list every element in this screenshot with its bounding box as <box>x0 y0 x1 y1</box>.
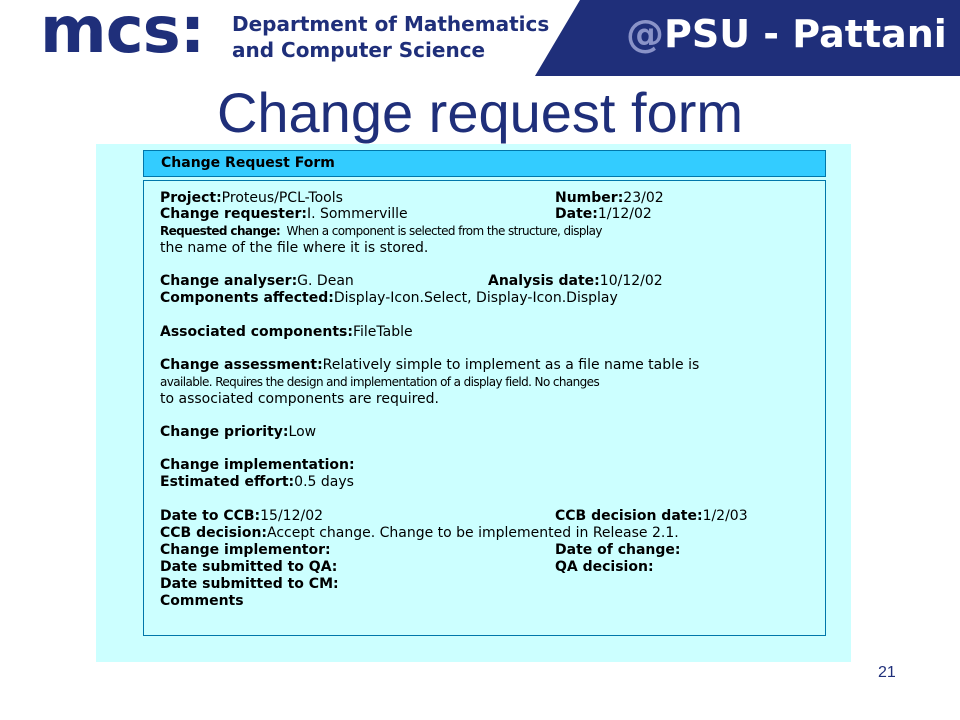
project-value: Proteus/PCL-Tools <box>221 190 343 206</box>
requested-change-row-2: the name of the file where it is stored. <box>160 240 429 256</box>
associated-components-row <box>160 324 413 341</box>
effort-value: 0.5 days <box>294 474 354 490</box>
number-label: Number: <box>555 190 624 206</box>
submitted-qa-label: Date submitted to QA: <box>160 559 338 575</box>
department-line-1: Department of Mathematics <box>232 12 550 36</box>
ccb-decision-value: Accept change. Change to be implemented in Release 2.1. <box>267 525 679 541</box>
assessment-row <box>160 357 699 374</box>
date-of-change-row <box>555 542 681 559</box>
assessment-row-3: to associated components are required. <box>160 391 439 407</box>
priority-row <box>160 424 316 441</box>
project-label: Project: <box>160 190 222 206</box>
implementor-row <box>160 542 331 559</box>
date-to-ccb-value: 15/12/02 <box>260 508 324 524</box>
requested-change-value: When a component is selected from the structure, display <box>286 224 602 238</box>
comments-row <box>160 593 244 610</box>
mcs-logo: mcs: <box>40 0 205 68</box>
requester-label: Change requester: <box>160 206 307 222</box>
date-to-ccb-label: Date to CCB: <box>160 508 261 524</box>
ccb-decision-row <box>160 525 679 542</box>
implementation-row <box>160 457 355 474</box>
comments-label: Comments <box>160 593 244 609</box>
submitted-cm-row <box>160 576 339 593</box>
project-row <box>160 190 343 207</box>
date-to-ccb-row <box>160 508 323 525</box>
analysis-date-label: Analysis date: <box>488 273 600 289</box>
analysis-date-value: 10/12/02 <box>599 273 663 289</box>
requested-change-row <box>160 223 602 240</box>
ccb-decision-date-label: CCB decision date: <box>555 508 703 524</box>
assessment-value-1: Relatively simple to implement as a file name table is <box>322 357 700 373</box>
ccb-decision-label: CCB decision: <box>160 525 268 541</box>
analyser-value: G. Dean <box>297 273 354 289</box>
components-affected-value: Display-Icon.Select, Display-Icon.Display <box>333 290 618 306</box>
qa-decision-row <box>555 559 654 576</box>
assessment-label: Change assessment: <box>160 357 323 373</box>
implementor-label: Change implementor: <box>160 542 331 558</box>
date-row <box>555 206 652 223</box>
number-row <box>555 190 664 207</box>
qa-decision-label: QA decision: <box>555 559 654 575</box>
campus-label <box>626 12 947 56</box>
submitted-qa-row <box>160 559 337 576</box>
at-symbol: @ <box>626 12 664 56</box>
associated-components-label: Associated components: <box>160 324 353 340</box>
components-affected-row <box>160 290 618 307</box>
date-of-change-label: Date of change: <box>555 542 681 558</box>
submitted-cm-label: Date submitted to CM: <box>160 576 339 592</box>
implementation-label: Change implementation: <box>160 457 355 473</box>
number-value: 23/02 <box>623 190 664 206</box>
analysis-date-row <box>488 273 663 290</box>
effort-label: Estimated effort: <box>160 474 295 490</box>
department-name <box>232 11 549 63</box>
requested-change-label: Requested change: <box>160 224 281 238</box>
requester-value: I. Sommerville <box>306 206 408 222</box>
analyser-row <box>160 273 354 290</box>
campus-name: PSU - Pattani <box>664 12 947 56</box>
analyser-label: Change analyser: <box>160 273 298 289</box>
components-affected-label: Components affected: <box>160 290 334 306</box>
priority-label: Change priority: <box>160 424 289 440</box>
date-label: Date: <box>555 206 598 222</box>
ccb-decision-date-value: 1/2/03 <box>702 508 748 524</box>
header-banner <box>0 0 960 76</box>
associated-components-value: FileTable <box>352 324 413 340</box>
form-title: Change Request Form <box>161 155 335 171</box>
requester-row <box>160 206 408 223</box>
department-line-2: and Computer Science <box>232 38 486 62</box>
assessment-row-2: available. Requires the design and implementation of a display field. No changes <box>160 375 600 389</box>
ccb-decision-date-row <box>555 508 748 525</box>
form-header <box>143 150 826 177</box>
priority-value: Low <box>288 424 317 440</box>
slide-title: Change request form <box>216 81 744 144</box>
page-number: 21 <box>878 664 896 681</box>
date-value: 1/12/02 <box>597 206 652 222</box>
effort-row <box>160 474 354 491</box>
